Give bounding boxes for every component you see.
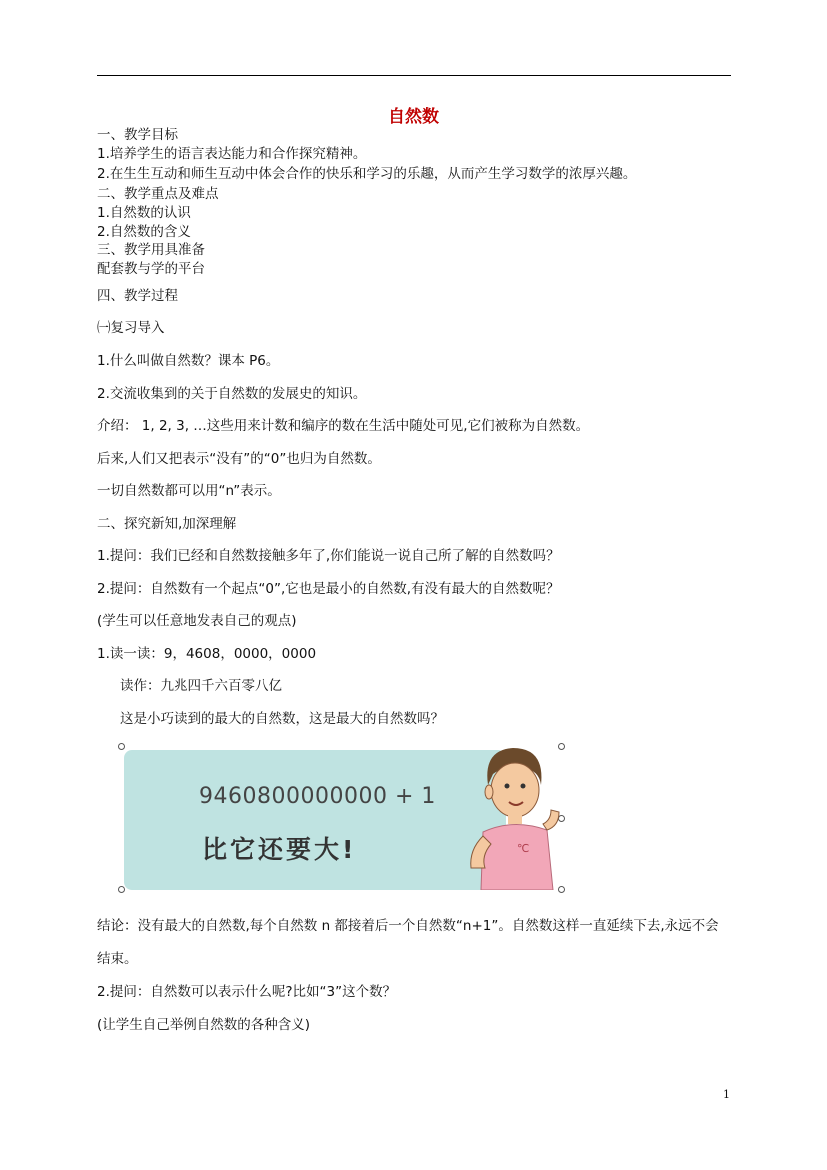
page-number: 1 [723, 1088, 730, 1101]
subheading-review: ㈠复习导入 [97, 320, 165, 336]
svg-text:℃: ℃ [517, 842, 530, 855]
paragraph: 这是小巧读到的最大的自然数，这是最大的自然数吗？ [120, 711, 444, 727]
paragraph: 1.自然数的认识 [97, 205, 191, 221]
paragraph: 2.在生生互动和师生互动中体会合作的快乐和学习的乐趣，从而产生学习数学的浓厚兴趣。 [97, 166, 637, 182]
speech-board [124, 750, 506, 890]
paragraph: 介绍： 1, 2, 3, …这些用来计数和编序的数在生活中随处可见,它们被称为自然数。 [97, 418, 590, 434]
paragraph: 1.什么叫做自然数？课本 P6。 [97, 353, 280, 369]
textbook-figure [118, 740, 568, 895]
header-rule [97, 75, 731, 76]
paragraph: 2.交流收集到的关于自然数的发展史的知识。 [97, 386, 367, 402]
paragraph: 1.提问：我们已经和自然数接触多年了,你们能说一说自己所了解的自然数吗？ [97, 548, 560, 564]
paragraph: 1.读一读：9，4608，0000，0000 [97, 646, 317, 662]
anchor-dot [118, 886, 125, 893]
paragraph: (让学生自己举例自然数的各种含义) [97, 1017, 311, 1033]
conclusion-paragraph: 结论：没有最大的自然数,每个自然数 n 都接着后一个自然数“n+1”。自然数这样一直延续下去,永远不会结束。 [97, 918, 719, 967]
paragraph: 2.提问：自然数可以表示什么呢?比如“3”这个数？ [97, 984, 397, 1000]
anchor-dot [118, 743, 125, 750]
paragraph: (学生可以任意地发表自己的观点) [97, 613, 297, 629]
paragraph: 配套教与学的平台 [97, 261, 205, 277]
paragraph: 读作：九兆四千六百零八亿 [120, 678, 282, 694]
section-heading-key-points: 二、教学重点及难点 [97, 186, 219, 202]
section-heading-process: 四、教学过程 [97, 288, 178, 304]
paragraph: 后来,人们又把表示“没有”的“0”也归为自然数。 [97, 451, 381, 467]
board-number: 9460800000000 + 1 [199, 784, 436, 809]
document-title: 自然数 [388, 107, 439, 127]
paragraph: 2.自然数的含义 [97, 224, 191, 240]
board-caption: 比它还要大! [202, 835, 357, 864]
section-heading-explore: 二、探究新知,加深理解 [97, 516, 237, 532]
paragraph: 一切自然数都可以用“n”表示。 [97, 483, 281, 499]
paragraph: 2.提问：自然数有一个起点“0”,它也是最小的自然数,有没有最大的自然数呢？ [97, 581, 560, 597]
section-heading-objectives: 一、教学目标 [97, 127, 178, 143]
paragraph: 1.培养学生的语言表达能力和合作探究精神。 [97, 146, 367, 162]
section-heading-materials: 三、教学用具准备 [97, 242, 205, 258]
boy-illustration [463, 740, 563, 890]
